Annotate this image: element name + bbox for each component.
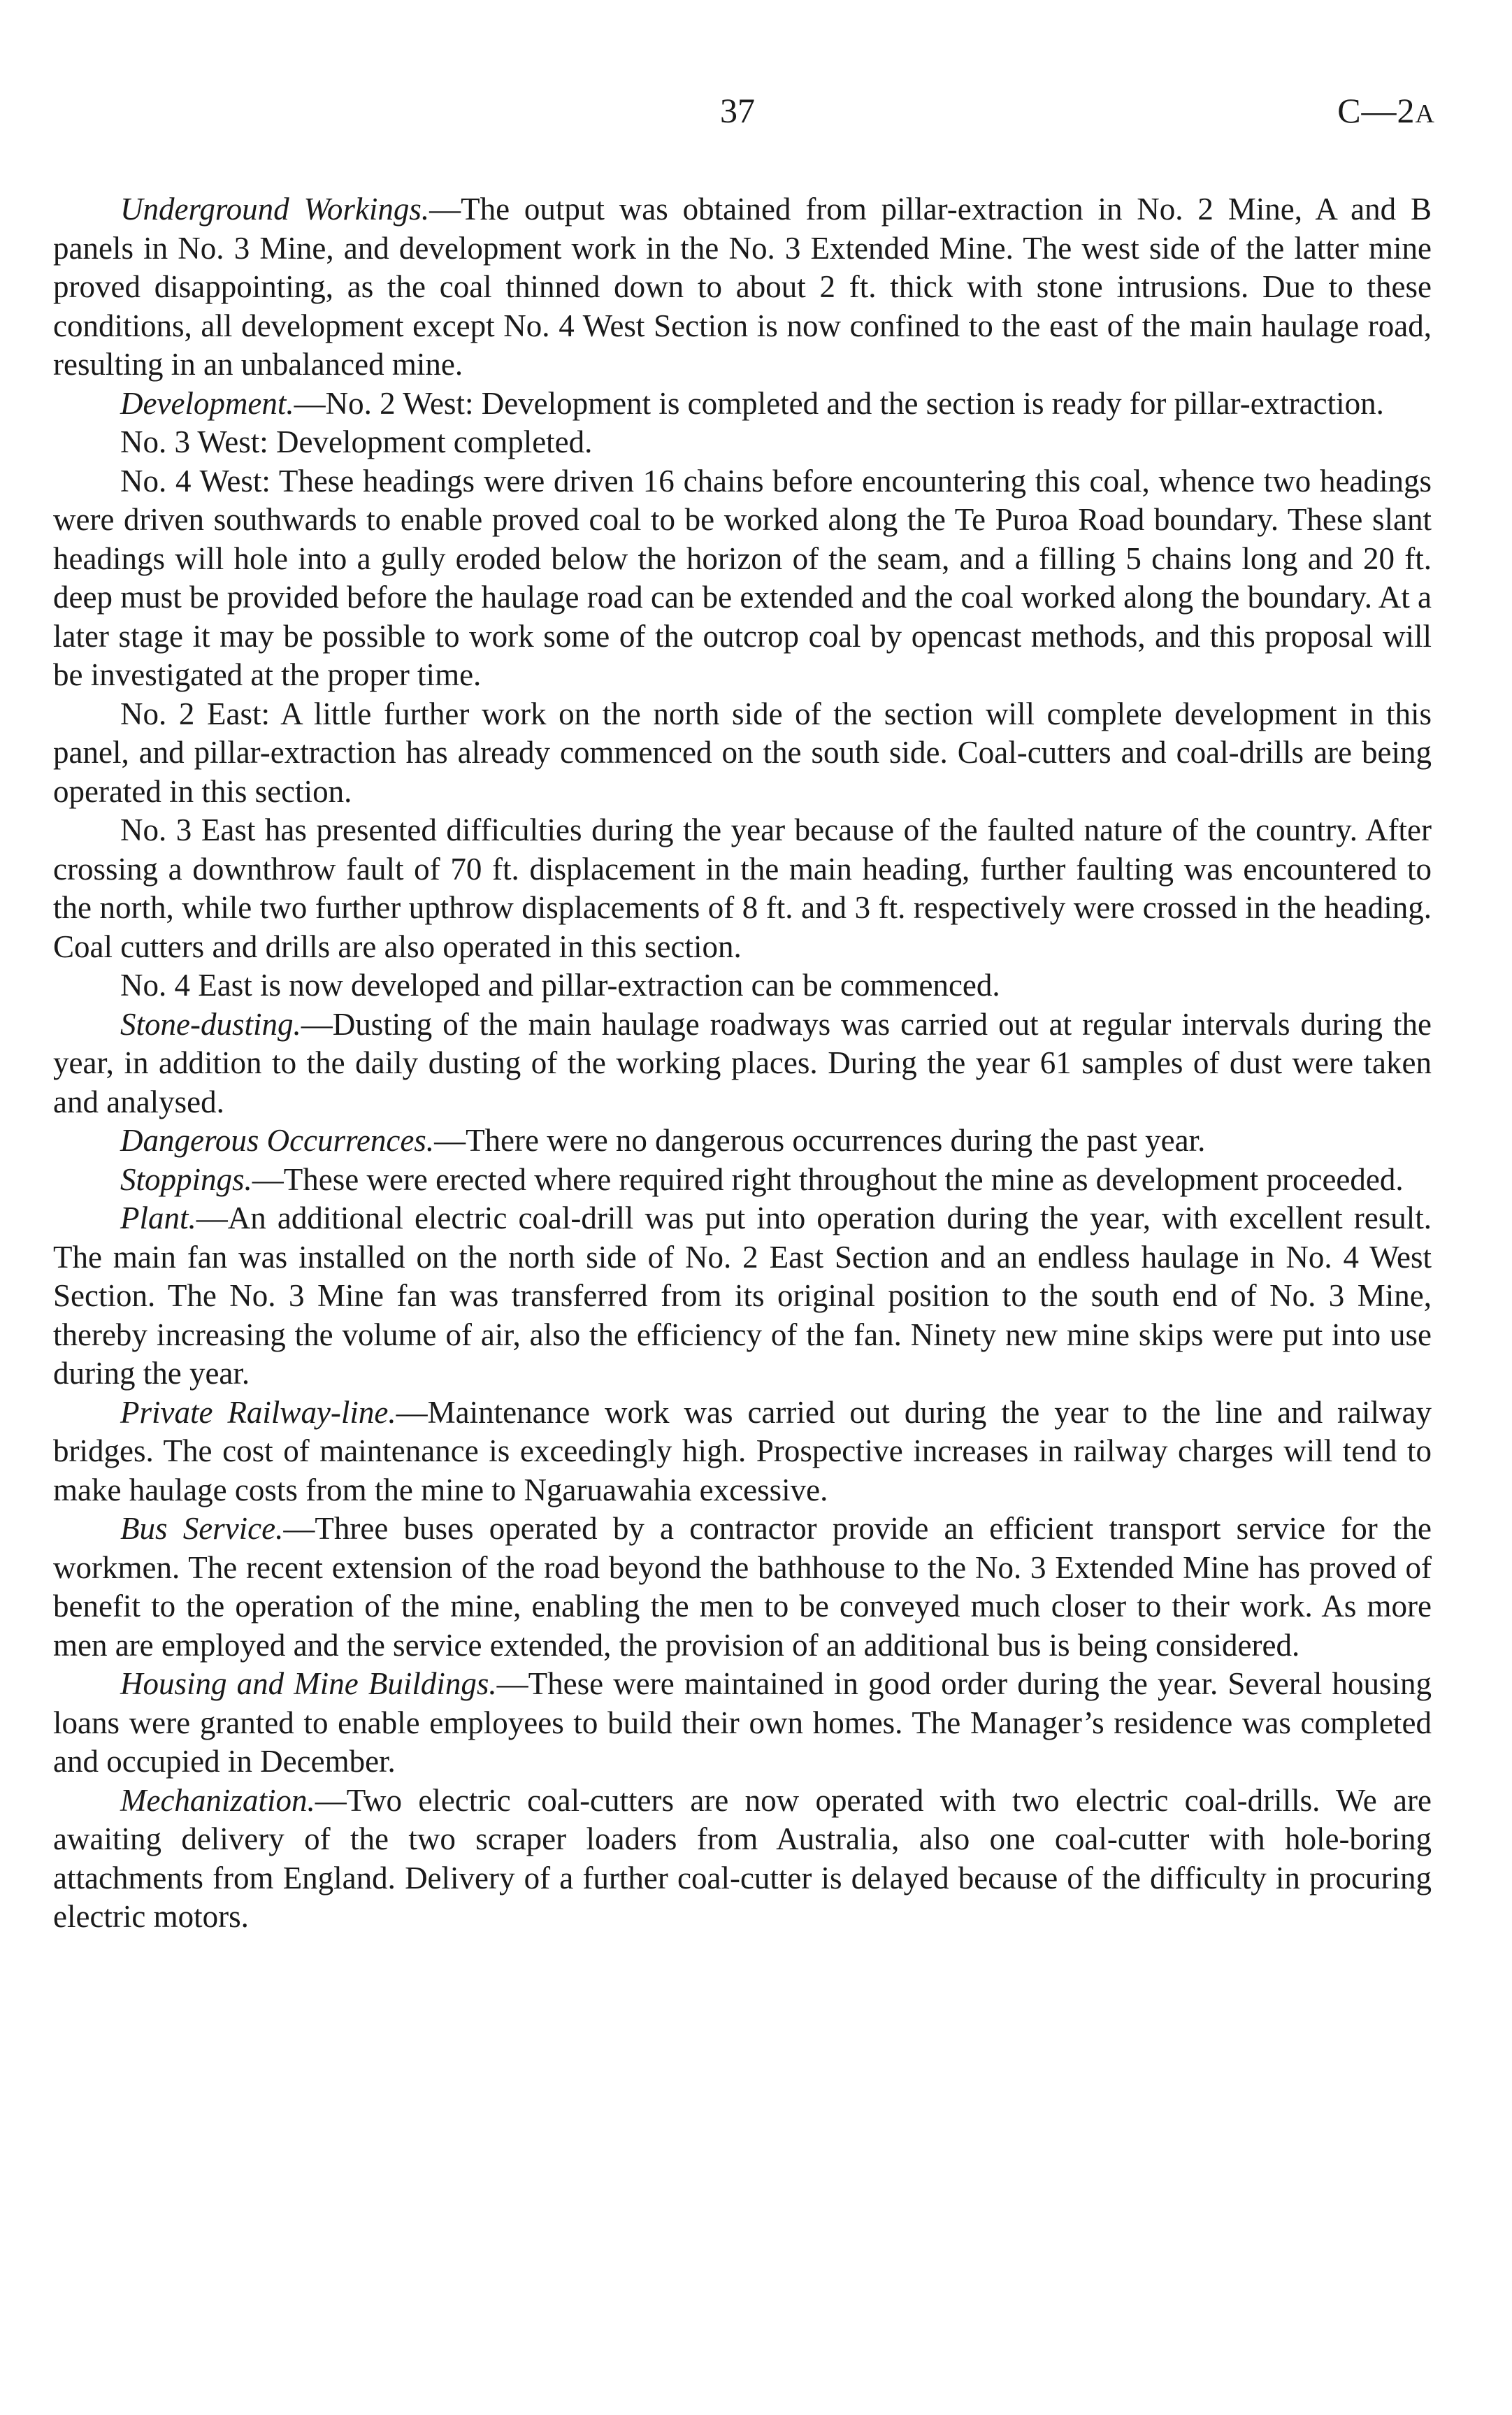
paragraph-text: —Two electric coal-cutters are now operated with two electric coal-drills. We are awaiting delivery of the two scraper loaders from Australia, also one coal-cutter with hole-boring attachments from England. Delivery of a further coal-cutter is delayed because of the difficulty in procuring electric motors. <box>53 1782 1432 1934</box>
paragraph-heading: Private Railway-line. <box>120 1394 396 1430</box>
report-code <box>1337 89 1435 135</box>
paragraph-heading: Bus Service. <box>120 1511 284 1546</box>
paragraph-text: —Dusting of the main haulage roadways was carried out at regular intervals during the year, in addition to the daily dusting of the working places. During the year 61 samples of dust were taken and analysed. <box>53 1006 1432 1119</box>
paragraph-text: —These were erected where required right throughout the mine as development proceeded. <box>252 1161 1404 1197</box>
page-header <box>0 89 1512 145</box>
paragraph-plant <box>53 1199 1432 1393</box>
paragraph-no4-west <box>53 462 1432 695</box>
page-number: 37 <box>720 91 755 130</box>
paragraph-text: —Maintenance work was carried out during the year to the line and railway bridges. The cost of maintenance is exceedingly high. Prospective increases in railway charges will tend to make haulage costs from the mine to Ngaruawahia excessive. <box>53 1394 1432 1507</box>
paragraph-underground-workings <box>53 190 1432 385</box>
report-code-suffix: A <box>1415 99 1435 129</box>
paragraph-text: —There were no dangerous occurrences during the past year. <box>434 1123 1206 1158</box>
paragraph-text: No. 3 East has presented difficulties during the year because of the faulted nature of the country. After crossing a downthrow fault of 70 ft. displacement in the main heading, further faulting was encountered to the north, while two further upthrow displacements of 8 ft. and 3 ft. respectively were crossed in the heading. Coal cutters and drills are also operated in this section. <box>53 812 1432 964</box>
paragraph-no3-east <box>53 811 1432 966</box>
paragraph-stone-dusting <box>53 1005 1432 1122</box>
paragraph-heading: Housing and Mine Buildings. <box>120 1666 497 1701</box>
report-code-main: C—2 <box>1337 91 1416 130</box>
paragraph-bus-service <box>53 1510 1432 1665</box>
paragraph-text: —An additional electric coal-drill was put into operation during the year, with excellent result. The main fan was installed on the north side of No. 2 East Section and an endless haulage in No. 4 West Section. The No. 3 Mine fan was transferred from its original position to the south end of No. 3 Mine, thereby increasing the volume of air, also the efficiency of the fan. Ninety new mine skips were put into use during the year. <box>53 1201 1432 1391</box>
paragraph-stoppings <box>53 1161 1432 1200</box>
paragraph-heading: Underground Workings. <box>120 192 430 227</box>
paragraph-no3-west <box>53 423 1432 462</box>
paragraph-text: No. 4 West: These headings were driven 16 chains before encountering this coal, whence two headings were driven southwards to enable proved coal to be worked along the Te Puroa Road boundary. These slant headings will hole into a gully eroded below the horizon of the seam, and a filling 5 chains long and 20 ft. deep must be provided before the haulage road can be extended and the coal worked along the boundary. At a later stage it may be possible to work some of the outcrop coal by opencast methods, and this proposal will be investigated at the proper time. <box>53 463 1432 692</box>
paragraph-housing-and-mine-buildings <box>53 1665 1432 1782</box>
paragraph-text: No. 3 West: Development completed. <box>120 424 593 459</box>
paragraph-heading: Plant. <box>120 1201 196 1235</box>
paragraph-text: —Three buses operated by a contractor provide an efficient transport service for the workmen. The recent extension of the road beyond the bathhouse to the No. 3 Extended Mine has proved of benefit to the operation of the mine, enabling the men to be conveyed much closer to their work. As more men are employed and the service extended, the provision of an additional bus is being considered. <box>53 1511 1432 1663</box>
body-text <box>53 190 1432 1937</box>
paragraph-mechanization <box>53 1782 1432 1937</box>
paragraph-text: —No. 2 West: Development is completed and the section is ready for pillar-extraction. <box>294 385 1384 421</box>
paragraph-no4-east <box>53 966 1432 1005</box>
paragraph-text: No. 2 East: A little further work on the north side of the section will complete development in this panel, and pillar-extraction has already commenced on the south side. Coal-cutters and coal-drills are being operated in this section. <box>53 696 1432 809</box>
paragraph-text: —These were maintained in good order during the year. Several housing loans were granted to enable employees to build their own homes. The Manager’s residence was completed and occupied in December. <box>53 1666 1432 1779</box>
paragraph-development <box>53 385 1432 424</box>
paragraph-heading: Mechanization. <box>120 1782 315 1818</box>
paragraph-no2-east <box>53 695 1432 812</box>
paragraph-heading: Stoppings. <box>120 1161 252 1197</box>
paragraph-heading: Development. <box>120 385 294 421</box>
paragraph-heading: Dangerous Occurrences. <box>120 1123 435 1158</box>
paragraph-dangerous-occurrences <box>53 1121 1432 1161</box>
paragraph-heading: Stone-dusting. <box>120 1006 301 1042</box>
paragraph-text: —The output was obtained from pillar-extraction in No. 2 Mine, A and B panels in No. 3 Mine, and development work in the No. 3 Extended Mine. The west side of the latter mine proved disappointing, as the coal thinned down to about 2 ft. thick with stone intrusions. Due to these conditions, all development except No. 4 West Section is now confined to the east of the main haulage road, resulting in an unbalanced mine. <box>53 192 1432 382</box>
paragraph-private-railway-line <box>53 1393 1432 1510</box>
paragraph-text: No. 4 East is now developed and pillar-extraction can be commenced. <box>120 968 1000 1003</box>
